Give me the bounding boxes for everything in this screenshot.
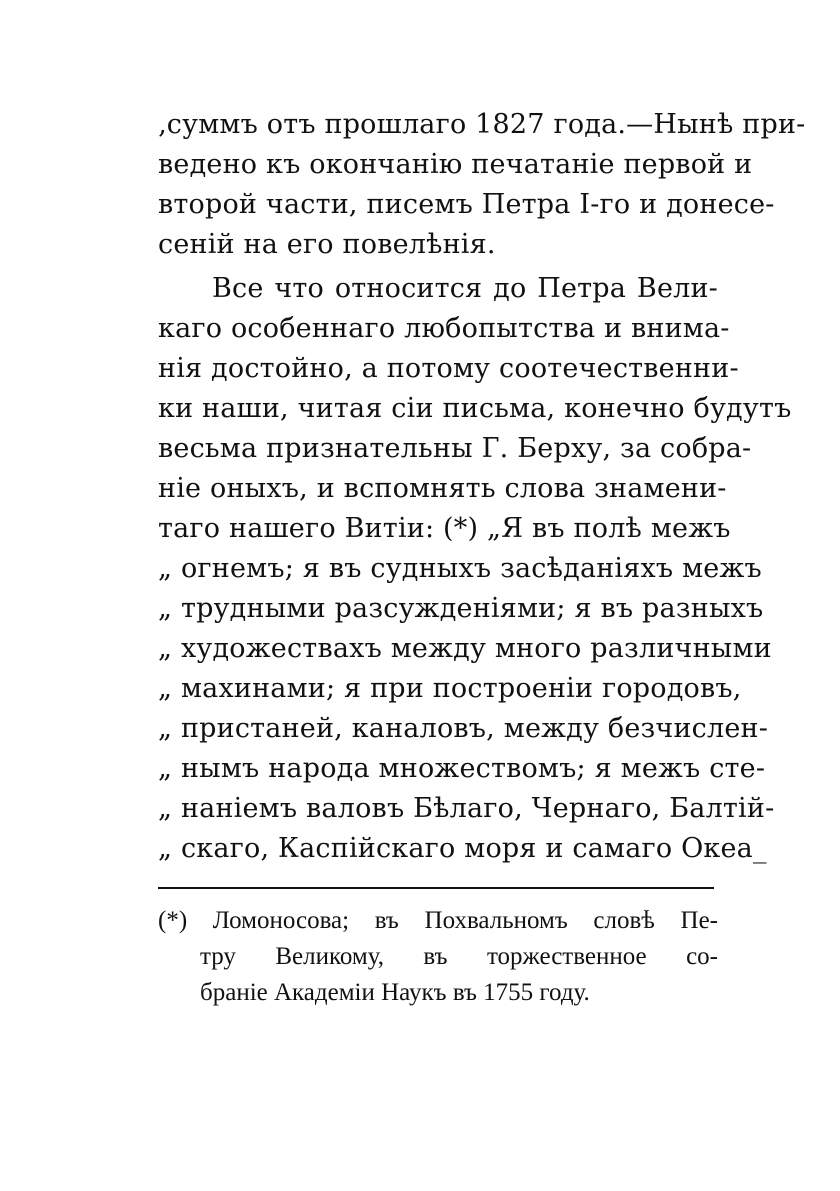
text-line-14: „ художествахъ между много различными xyxy=(158,633,772,664)
text-line-10: ніе оныхъ, и вспомнять слова знамени- xyxy=(158,473,727,504)
text-line-19: „ скаго, Каспійскаго моря и самаго Океа_ xyxy=(158,833,767,864)
text-line-15: „ махинами; я при построеніи городовъ, xyxy=(158,673,742,704)
text-line-11: таго нашего Витіи: (*) „Я въ полѣ межъ xyxy=(158,513,731,544)
text-line-9: весьма признательны Г. Берху, за собра- xyxy=(158,433,752,464)
footnote-divider xyxy=(158,887,714,889)
text-line-17: „ нымъ народа множествомъ; я межъ сте- xyxy=(158,753,766,784)
text-line-7: нія достойно, а потому соотечественни- xyxy=(158,353,739,384)
footnote-line-3: браніе Академіи Наукъ въ 1755 году. xyxy=(200,979,590,1006)
text-line-18: „ наніемъ валовъ Бѣлаго, Чернаго, Балтій- xyxy=(158,793,775,824)
footnote-line-2: тру Великому, въ торжественное со- xyxy=(200,943,718,970)
text-line-5: Все что относится до Петра Вели- xyxy=(212,273,718,304)
text-line-4: сеній на его повелѣнія. xyxy=(158,229,496,260)
text-line-2: ведено къ окончанію печатаніе первой и xyxy=(158,149,753,180)
text-line-3: второй части, писемъ Петра І-го и донесе- xyxy=(158,189,775,220)
text-line-6: каго особеннаго любопытства и внима- xyxy=(158,313,730,344)
text-line-8: ки наши, читая сіи письма, конечно будутъ xyxy=(158,393,792,424)
footnote-line-1: (*) Ломоносова; въ Похвальномъ словѣ Пе- xyxy=(158,907,718,934)
text-line-1: ‚суммъ отъ прошлаго 1827 года.—Нынѣ при- xyxy=(158,109,806,140)
text-line-16: „ пристаней, каналовъ, между безчислен- xyxy=(158,713,769,744)
text-line-12: „ огнемъ; я въ судныхъ засѣданіяхъ межъ xyxy=(158,553,762,584)
text-line-13: „ трудными разсужденіями; я въ разныхъ xyxy=(158,593,764,624)
